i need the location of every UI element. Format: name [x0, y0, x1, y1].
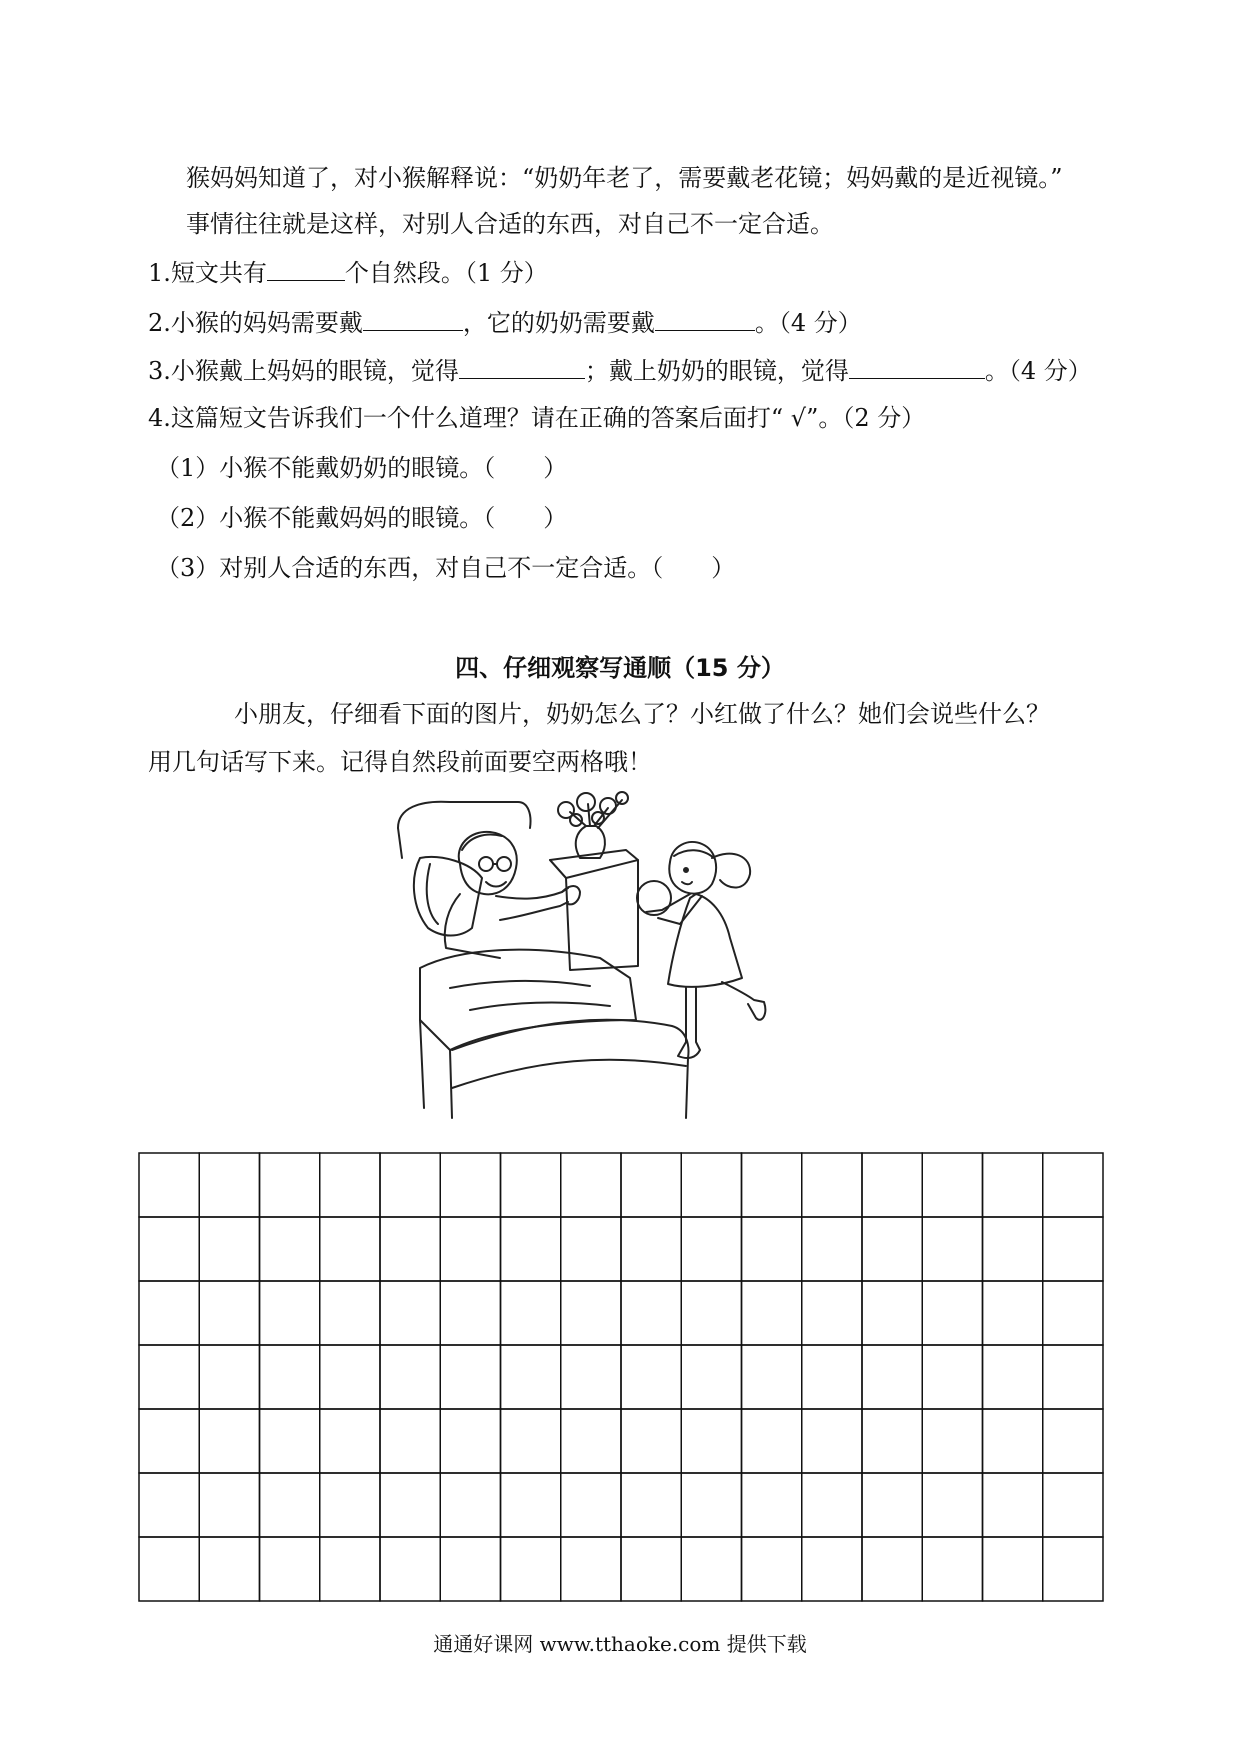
grid-cell[interactable]	[380, 1217, 440, 1281]
grid-cell[interactable]	[199, 1217, 259, 1281]
grid-cell[interactable]	[501, 1153, 561, 1217]
grid-cell[interactable]	[922, 1217, 982, 1281]
grid-cell[interactable]	[320, 1217, 380, 1281]
grid-cell[interactable]	[320, 1153, 380, 1217]
grid-cell[interactable]	[501, 1345, 561, 1409]
grid-cell[interactable]	[440, 1345, 500, 1409]
grid-cell[interactable]	[862, 1409, 922, 1473]
grid-cell[interactable]	[681, 1153, 741, 1217]
grid-cell[interactable]	[621, 1473, 681, 1537]
question-text: 1.短文共有	[148, 259, 267, 287]
grid-cell[interactable]	[380, 1153, 440, 1217]
grid-cell[interactable]	[922, 1345, 982, 1409]
grid-cell[interactable]	[320, 1345, 380, 1409]
grid-cell[interactable]	[380, 1345, 440, 1409]
grid-cell[interactable]	[742, 1217, 802, 1281]
grid-cell[interactable]	[862, 1345, 922, 1409]
grid-cell[interactable]	[802, 1537, 862, 1601]
instruction-text: 小朋友，仔细看下面的图片，奶奶怎么了？小红做了什么？她们会说些什么？	[234, 700, 1050, 728]
question-text: ；戴上奶奶的眼镜，觉得	[584, 357, 849, 385]
passage-paragraph: 猴妈妈知道了，对小猴解释说：“奶奶年老了，需要戴老花镜；妈妈戴的是近视镜。”	[186, 164, 1063, 192]
section-heading: 四、仔细观察写通顺（15 分）	[455, 654, 785, 682]
grid-cell[interactable]	[621, 1409, 681, 1473]
grid-cell[interactable]	[983, 1409, 1043, 1473]
grid-cell[interactable]	[380, 1281, 440, 1345]
grid-cell[interactable]	[862, 1153, 922, 1217]
grid-cell[interactable]	[561, 1217, 621, 1281]
grid-cell[interactable]	[380, 1409, 440, 1473]
grid-cell[interactable]	[862, 1473, 922, 1537]
grid-cell[interactable]	[681, 1345, 741, 1409]
grid-cell[interactable]	[320, 1537, 380, 1601]
grid-cell[interactable]	[440, 1153, 500, 1217]
answer-blank[interactable]	[655, 306, 755, 331]
grid-cell[interactable]	[139, 1537, 199, 1601]
grid-cell[interactable]	[1043, 1281, 1103, 1345]
instruction-text: 用几句话写下来。记得自然段前面要空两格哦！	[148, 748, 652, 776]
grid-cell[interactable]	[922, 1473, 982, 1537]
grid-cell[interactable]	[199, 1409, 259, 1473]
grid-cell[interactable]	[1043, 1153, 1103, 1217]
grid-cell[interactable]	[380, 1473, 440, 1537]
grid-cell[interactable]	[621, 1153, 681, 1217]
grid-cell[interactable]	[561, 1345, 621, 1409]
grid-cell[interactable]	[440, 1473, 500, 1537]
grid-cell[interactable]	[983, 1153, 1043, 1217]
grid-cell[interactable]	[621, 1217, 681, 1281]
question-3	[148, 354, 1092, 387]
grid-cell[interactable]	[501, 1217, 561, 1281]
grid-cell[interactable]	[621, 1537, 681, 1601]
grid-cell[interactable]	[139, 1153, 199, 1217]
grid-cell[interactable]	[681, 1537, 741, 1601]
grid-cell[interactable]	[922, 1281, 982, 1345]
grid-cell[interactable]	[802, 1217, 862, 1281]
illustration-grandma-and-girl	[390, 788, 850, 1130]
grid-cell[interactable]	[862, 1537, 922, 1601]
grid-cell[interactable]	[681, 1409, 741, 1473]
grid-cell[interactable]	[862, 1281, 922, 1345]
grid-cell[interactable]	[742, 1409, 802, 1473]
grid-cell[interactable]	[742, 1345, 802, 1409]
option-item[interactable]: （3）对别人合适的东西，对自己不一定合适。（ ）	[156, 554, 736, 582]
grid-cell[interactable]	[1043, 1473, 1103, 1537]
grid-cell[interactable]	[802, 1153, 862, 1217]
grid-cell[interactable]	[260, 1473, 320, 1537]
grid-cell[interactable]	[983, 1345, 1043, 1409]
grid-cell[interactable]	[320, 1409, 380, 1473]
question-text: 个自然段。（1 分）	[344, 259, 548, 287]
grid-cell[interactable]	[561, 1281, 621, 1345]
grid-cell[interactable]	[1043, 1217, 1103, 1281]
question-text: 3.小猴戴上妈妈的眼镜，觉得	[148, 357, 459, 385]
grid-cell[interactable]	[199, 1473, 259, 1537]
grid-cell[interactable]	[681, 1281, 741, 1345]
grid-cell[interactable]	[922, 1153, 982, 1217]
answer-blank[interactable]	[459, 354, 585, 379]
grid-cell[interactable]	[501, 1473, 561, 1537]
grid-cell[interactable]	[440, 1281, 500, 1345]
question-4: 4.这篇短文告诉我们一个什么道理？请在正确的答案后面打“ √”。（2 分）	[148, 404, 926, 432]
grid-cell[interactable]	[802, 1281, 862, 1345]
grid-cell[interactable]	[862, 1217, 922, 1281]
grid-cell[interactable]	[320, 1281, 380, 1345]
grid-cell[interactable]	[199, 1281, 259, 1345]
grid-cell[interactable]	[561, 1537, 621, 1601]
grid-cell[interactable]	[561, 1473, 621, 1537]
grid-cell[interactable]	[260, 1537, 320, 1601]
grid-cell[interactable]	[199, 1345, 259, 1409]
grid-cell[interactable]	[260, 1345, 320, 1409]
question-2	[148, 306, 862, 339]
grid-cell[interactable]	[742, 1473, 802, 1537]
grid-cell[interactable]	[139, 1409, 199, 1473]
grid-cell[interactable]	[320, 1473, 380, 1537]
grid-cell[interactable]	[922, 1537, 982, 1601]
grid-cell[interactable]	[983, 1537, 1043, 1601]
grid-cell[interactable]	[802, 1409, 862, 1473]
grid-cell[interactable]	[561, 1153, 621, 1217]
grid-cell[interactable]	[139, 1281, 199, 1345]
grid-cell[interactable]	[983, 1217, 1043, 1281]
passage-paragraph: 事情往往就是这样，对别人合适的东西，对自己不一定合适。	[186, 210, 834, 238]
grid-cell[interactable]	[440, 1409, 500, 1473]
grid-cell[interactable]	[501, 1281, 561, 1345]
grid-cell[interactable]	[742, 1281, 802, 1345]
grid-cell[interactable]	[742, 1537, 802, 1601]
grid-cell[interactable]	[260, 1281, 320, 1345]
option-item[interactable]: （2）小猴不能戴妈妈的眼镜。（ ）	[156, 504, 568, 532]
grid-cell[interactable]	[1043, 1345, 1103, 1409]
grid-cell[interactable]	[621, 1345, 681, 1409]
grid-cell[interactable]	[742, 1153, 802, 1217]
grid-cell[interactable]	[199, 1153, 259, 1217]
grid-cell[interactable]	[440, 1217, 500, 1281]
grid-cell[interactable]	[139, 1217, 199, 1281]
grid-cell[interactable]	[1043, 1537, 1103, 1601]
answer-blank[interactable]	[849, 354, 985, 379]
grid-cell[interactable]	[139, 1473, 199, 1537]
question-text: 2.小猴的妈妈需要戴	[148, 309, 363, 337]
grid-cell[interactable]	[621, 1281, 681, 1345]
grid-cell[interactable]	[802, 1345, 862, 1409]
answer-blank[interactable]	[267, 256, 345, 281]
grid-cell[interactable]	[260, 1217, 320, 1281]
grid-cell[interactable]	[260, 1153, 320, 1217]
grid-cell[interactable]	[1043, 1409, 1103, 1473]
grid-cell[interactable]	[922, 1409, 982, 1473]
answer-blank[interactable]	[363, 306, 463, 331]
footer-text: 通通好课网 www.tthaoke.com 提供下载	[433, 1632, 807, 1656]
grid-cell[interactable]	[501, 1409, 561, 1473]
question-text: 。（4 分）	[984, 357, 1092, 385]
question-text: 。（4 分）	[754, 309, 862, 337]
question-text: ，它的奶奶需要戴	[462, 309, 655, 337]
grid-cell[interactable]	[139, 1345, 199, 1409]
grid-cell[interactable]	[983, 1473, 1043, 1537]
grid-cell[interactable]	[440, 1537, 500, 1601]
grid-cell[interactable]	[380, 1537, 440, 1601]
grid-cell[interactable]	[681, 1217, 741, 1281]
grid-cell[interactable]	[561, 1409, 621, 1473]
grid-cell[interactable]	[260, 1409, 320, 1473]
grid-cell[interactable]	[983, 1281, 1043, 1345]
option-item[interactable]: （1）小猴不能戴奶奶的眼镜。（ ）	[156, 454, 568, 482]
writing-grid[interactable]	[138, 1152, 1104, 1602]
grid-cell[interactable]	[199, 1537, 259, 1601]
grid-cell[interactable]	[681, 1473, 741, 1537]
question-1	[148, 256, 548, 289]
grid-cell[interactable]	[802, 1473, 862, 1537]
grid-cell[interactable]	[501, 1537, 561, 1601]
